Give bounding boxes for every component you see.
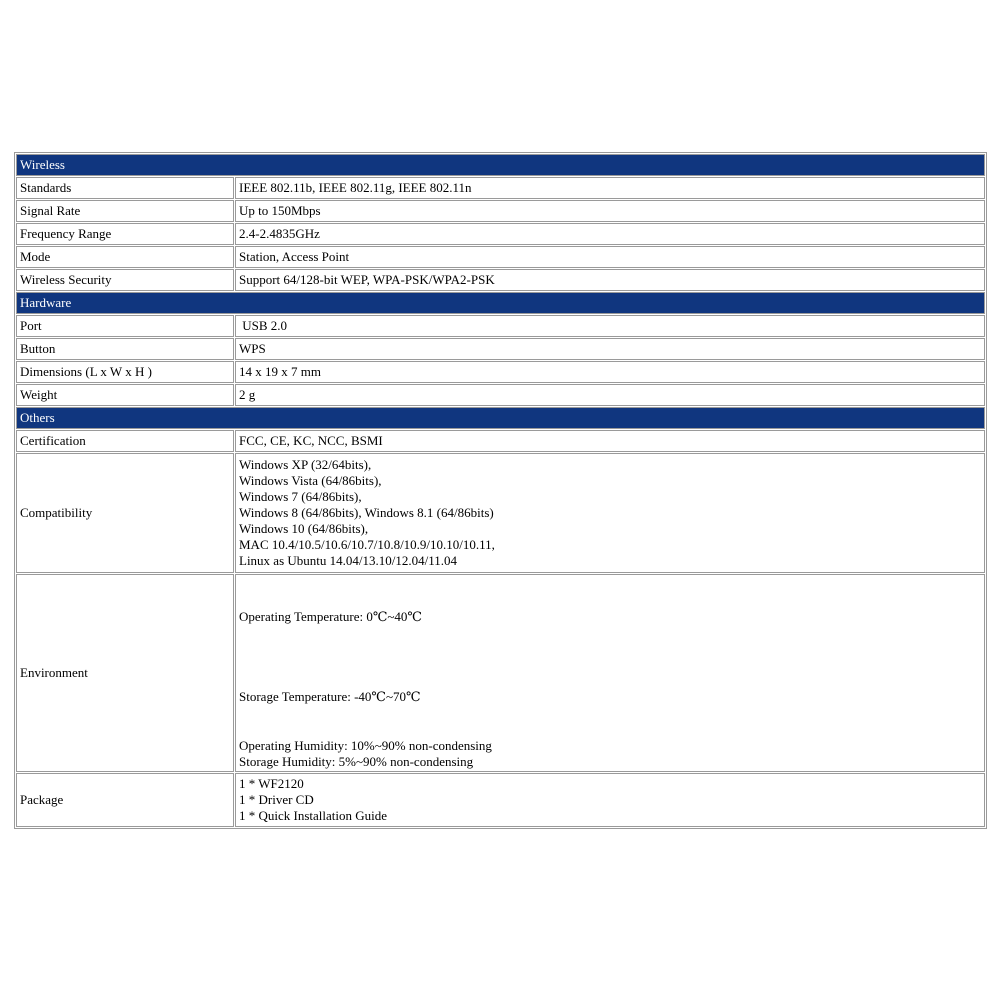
compatibility-line: Linux as Ubuntu 14.04/13.10/12.04/11.04 xyxy=(239,553,457,568)
operating-humidity: Operating Humidity: 10%~90% non-condensing xyxy=(239,738,492,753)
compatibility-line: Windows XP (32/64bits), xyxy=(239,457,372,472)
row-label: Certification xyxy=(16,430,234,452)
section-header-hardware xyxy=(16,292,985,314)
table-row xyxy=(16,338,985,360)
row-value: Station, Access Point xyxy=(235,246,985,268)
row-value xyxy=(235,773,985,827)
table-row xyxy=(16,315,985,337)
package-line: 1 * Driver CD xyxy=(239,792,314,807)
table-row xyxy=(16,223,985,245)
section-header-wireless xyxy=(16,154,985,176)
row-value: FCC, CE, KC, NCC, BSMI xyxy=(235,430,985,452)
row-label: Package xyxy=(16,773,234,827)
table-row xyxy=(16,361,985,383)
compatibility-line: Windows 7 (64/86bits), xyxy=(239,489,362,504)
compatibility-line: Windows Vista (64/86bits), xyxy=(239,473,382,488)
storage-humidity: Storage Humidity: 5%~90% non-condensing xyxy=(239,754,474,769)
row-label: Dimensions (L x W x H ) xyxy=(16,361,234,383)
row-label: Environment xyxy=(16,574,234,772)
spec-table xyxy=(14,152,987,829)
row-value: Up to 150Mbps xyxy=(235,200,985,222)
table-row xyxy=(16,200,985,222)
row-value xyxy=(235,453,985,573)
row-label: Frequency Range xyxy=(16,223,234,245)
section-title: Hardware xyxy=(16,292,985,314)
table-row-compatibility xyxy=(16,453,985,573)
row-value: WPS xyxy=(235,338,985,360)
storage-temperature: Storage Temperature: -40℃~70℃ xyxy=(239,689,421,704)
row-value: USB 2.0 xyxy=(235,315,985,337)
compatibility-line: Windows 10 (64/86bits), xyxy=(239,521,369,536)
row-value: 2 g xyxy=(235,384,985,406)
table-row xyxy=(16,177,985,199)
table-row-certification xyxy=(16,430,985,452)
section-header-others xyxy=(16,407,985,429)
table-row-package xyxy=(16,773,985,827)
table-row xyxy=(16,269,985,291)
compatibility-line: Windows 8 (64/86bits), Windows 8.1 (64/86bits) xyxy=(239,505,494,520)
row-value: Support 64/128-bit WEP, WPA-PSK/WPA2-PSK xyxy=(235,269,985,291)
section-title: Others xyxy=(16,407,985,429)
row-label: Button xyxy=(16,338,234,360)
row-label: Wireless Security xyxy=(16,269,234,291)
row-label: Compatibility xyxy=(16,453,234,573)
row-value: IEEE 802.11b, IEEE 802.11g, IEEE 802.11n xyxy=(235,177,985,199)
compatibility-line: MAC 10.4/10.5/10.6/10.7/10.8/10.9/10.10/10.11, xyxy=(239,537,495,552)
row-value: 2.4-2.4835GHz xyxy=(235,223,985,245)
row-label: Signal Rate xyxy=(16,200,234,222)
row-value xyxy=(235,574,985,772)
row-label: Mode xyxy=(16,246,234,268)
operating-temperature: Operating Temperature: 0℃~40℃ xyxy=(239,609,422,624)
row-label: Port xyxy=(16,315,234,337)
row-value: 14 x 19 x 7 mm xyxy=(235,361,985,383)
package-line: 1 * Quick Installation Guide xyxy=(239,808,388,823)
table-row xyxy=(16,246,985,268)
row-label: Weight xyxy=(16,384,234,406)
section-title: Wireless xyxy=(16,154,985,176)
table-row-environment xyxy=(16,574,985,772)
row-label: Standards xyxy=(16,177,234,199)
table-row xyxy=(16,384,985,406)
package-line: 1 * WF2120 xyxy=(239,776,304,791)
